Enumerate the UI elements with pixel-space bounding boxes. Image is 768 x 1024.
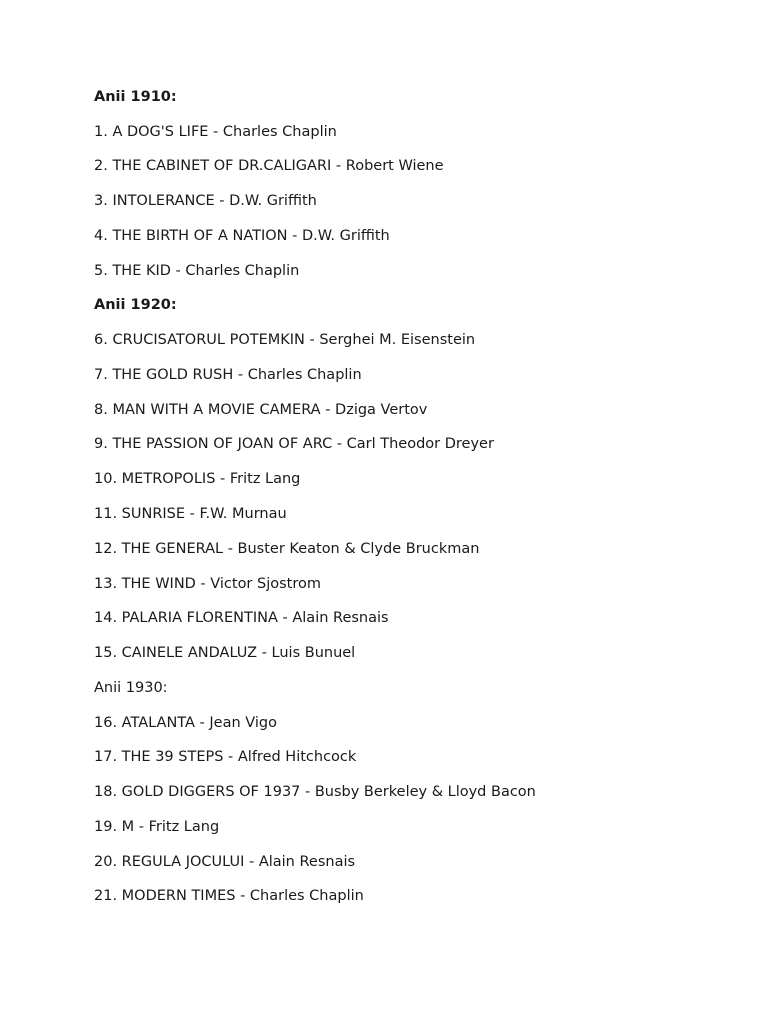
list-item: 4. THE BIRTH OF A NATION - D.W. Griffith xyxy=(94,228,390,244)
list-item: 10. METROPOLIS - Fritz Lang xyxy=(94,471,301,487)
section-heading-1920: Anii 1920: xyxy=(94,297,177,313)
list-item: 7. THE GOLD RUSH - Charles Chaplin xyxy=(94,367,362,383)
list-item: 11. SUNRISE - F.W. Murnau xyxy=(94,506,287,522)
list-item: 14. PALARIA FLORENTINA - Alain Resnais xyxy=(94,610,389,626)
list-item: 17. THE 39 STEPS - Alfred Hitchcock xyxy=(94,749,357,765)
list-item: 19. M - Fritz Lang xyxy=(94,819,220,835)
list-item: 2. THE CABINET OF DR.CALIGARI - Robert Wiene xyxy=(94,158,444,174)
list-item: 16. ATALANTA - Jean Vigo xyxy=(94,715,277,731)
list-item: 20. REGULA JOCULUI - Alain Resnais xyxy=(94,854,356,870)
list-item: 21. MODERN TIMES - Charles Chaplin xyxy=(94,888,364,904)
list-item: 5. THE KID - Charles Chaplin xyxy=(94,263,300,279)
list-item: 9. THE PASSION OF JOAN OF ARC - Carl Theodor Dreyer xyxy=(94,436,494,452)
section-heading-1930: Anii 1930: xyxy=(94,680,168,696)
list-item: 18. GOLD DIGGERS OF 1937 - Busby Berkeley & Lloyd Bacon xyxy=(94,784,536,800)
list-item: 13. THE WIND - Victor Sjostrom xyxy=(94,576,321,592)
section-heading-1910: Anii 1910: xyxy=(94,89,177,105)
list-item: 15. CAINELE ANDALUZ - Luis Bunuel xyxy=(94,645,356,661)
list-item: 1. A DOG'S LIFE - Charles Chaplin xyxy=(94,124,337,140)
list-item: 6. CRUCISATORUL POTEMKIN - Serghei M. Eisenstein xyxy=(94,332,476,348)
list-item: 12. THE GENERAL - Buster Keaton & Clyde Bruckman xyxy=(94,541,480,557)
list-item: 8. MAN WITH A MOVIE CAMERA - Dziga Vertov xyxy=(94,402,428,418)
list-item: 3. INTOLERANCE - D.W. Griffith xyxy=(94,193,317,209)
